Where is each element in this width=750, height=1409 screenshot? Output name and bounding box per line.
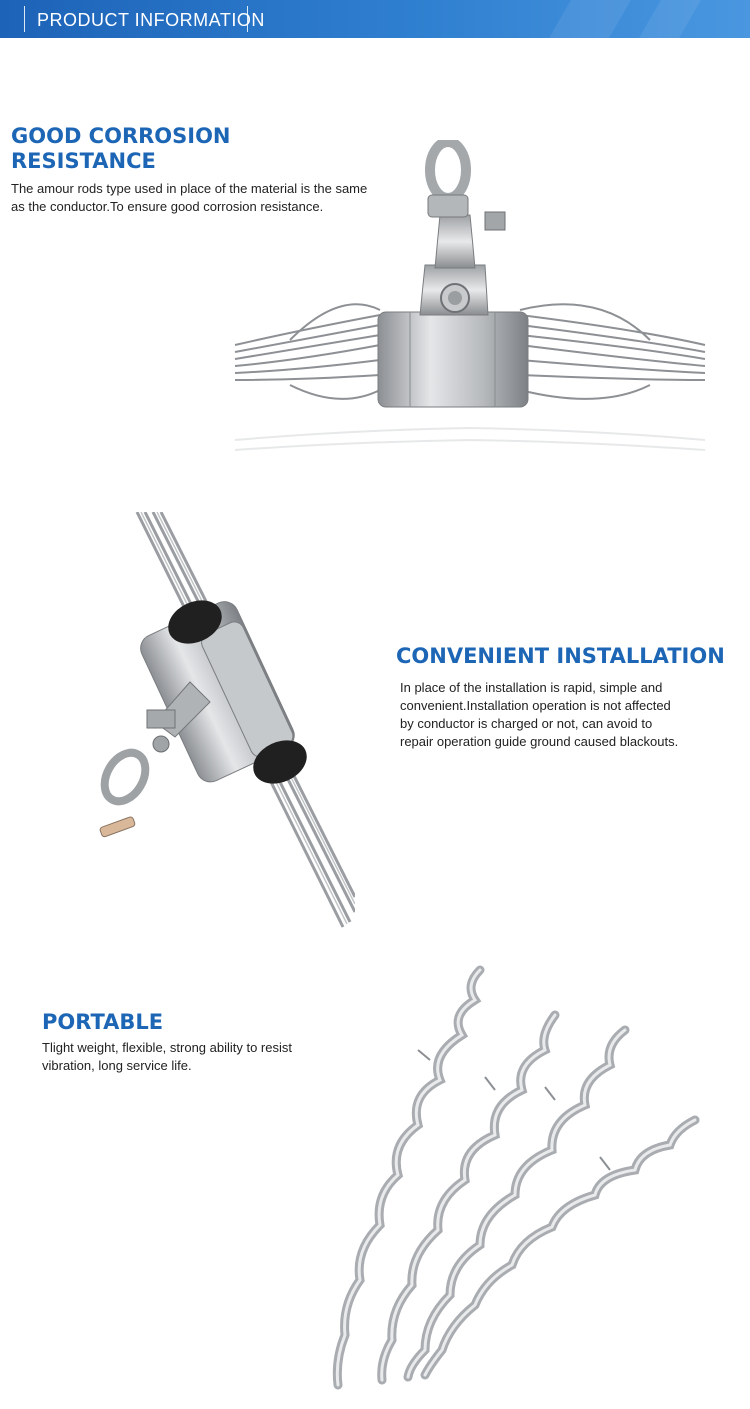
armor-rods-image — [290, 965, 710, 1395]
heading-line-2: RESISTANCE — [11, 149, 156, 173]
installation-clamp-image — [95, 512, 355, 942]
section-text-portable: Tlight weight, flexible, strong ability to resist vibration, long service life. — [42, 1040, 292, 1073]
banner-title: PRODUCT INFORMATION — [37, 10, 265, 30]
banner-divider-left — [24, 6, 25, 32]
section-heading-installation: CONVENIENT INSTALLATION — [396, 644, 725, 668]
header-banner — [0, 0, 750, 38]
section-heading-corrosion — [11, 124, 231, 174]
heading-line-1: GOOD CORROSION — [11, 124, 231, 148]
section-text-corrosion: The amour rods type used in place of the material is the same as the conductor.To ensure good corrosion resistance. — [11, 181, 368, 214]
section-heading-portable: PORTABLE — [42, 1010, 164, 1034]
suspension-clamp-image — [230, 140, 710, 480]
section-text-installation: In place of the installation is rapid, simple and convenient.Installation operation is not affected by conductor is charged or not, can avoid to repair operation guide ground caused blackouts. — [400, 680, 679, 749]
